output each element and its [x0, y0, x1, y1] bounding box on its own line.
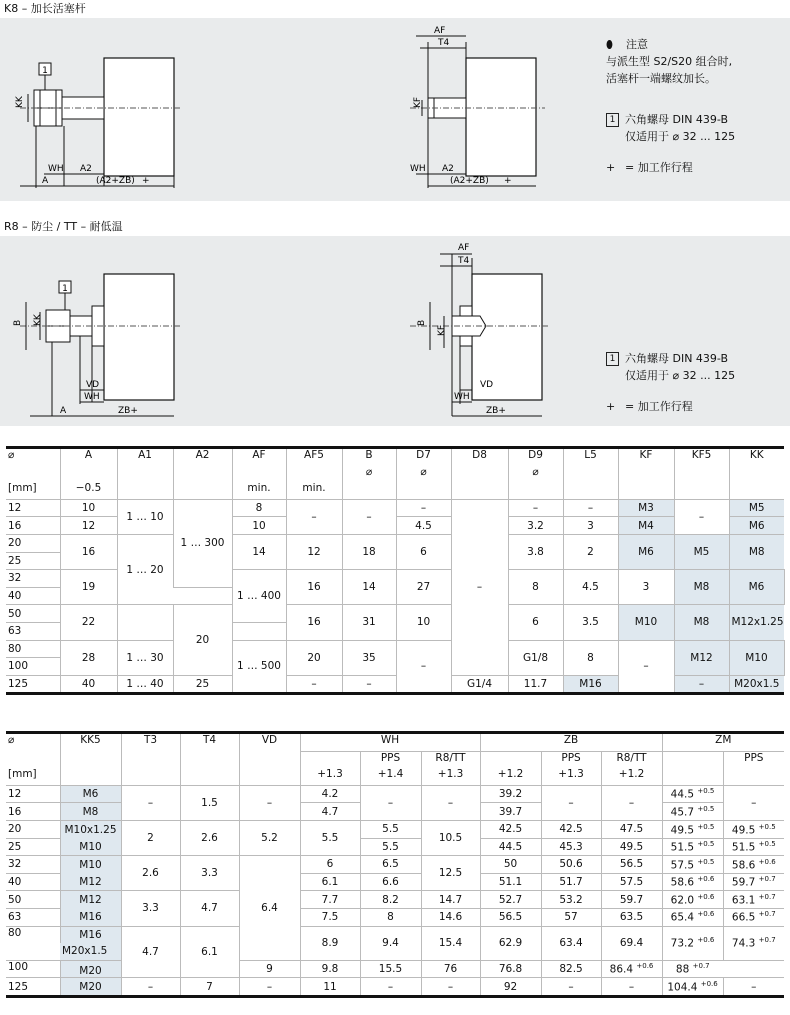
t1-b32: 27 [396, 570, 451, 605]
t2-wh12: 4.2 [300, 785, 360, 803]
k8-item1: 六角螺母 DIN 439-B [625, 113, 729, 126]
t1-l5-20: 2 [563, 534, 618, 569]
k8-panel [0, 18, 790, 201]
t2-t3-50: 3.3 [121, 891, 180, 926]
t2-kk5-63: M16 [60, 908, 121, 926]
t2-h-vd: VD [239, 733, 300, 752]
t2-zmp50: 63.1 $^{+0.7}$ [723, 891, 784, 909]
t1-h-dia: ⌀ [8, 449, 15, 461]
r8-r-b-label: B [417, 319, 427, 326]
t1-a1-80: 1 … 30 [117, 640, 173, 675]
t1-a12: 10 [60, 499, 117, 517]
t2-unit-wh: +1.3 [300, 768, 360, 785]
t2-d40: 40 [8, 876, 22, 889]
t2-t3-20: 2 [121, 820, 180, 855]
t2-zm80: 73.2 $^{+0.6}$ [662, 926, 723, 960]
t2-wh50: 7.7 [300, 891, 360, 909]
t2-zm125: 104.4 $^{+0.6}$ [662, 978, 723, 997]
t1-h-d8: D8 [451, 448, 508, 466]
t1-a32: 19 [60, 570, 117, 605]
k8-r-total-label: (A2+ZB) [450, 176, 489, 186]
t2-zbr50: 59.7 [601, 891, 662, 909]
t2-whr125: – [421, 978, 480, 997]
t1-d9-125: 11.7 [508, 675, 563, 694]
t1-d80: 80 [6, 640, 60, 658]
t2-unit-zb-pps: +1.3 [541, 768, 601, 785]
t1-a1-12: 1 … 10 [117, 499, 173, 534]
t2-whp80: 9.4 [360, 926, 421, 960]
t2-zm20: 49.5 $^{+0.5}$ [662, 820, 723, 838]
t2-t4-12: 1.5 [180, 785, 239, 820]
t2-zm12: 44.5 $^{+0.5}$ [662, 785, 723, 803]
t1-d9-16: 3.2 [508, 517, 563, 535]
t1-h-a1: A1 [117, 448, 173, 466]
r8-b-label: B [13, 319, 23, 326]
t2-t4-32: 3.3 [180, 856, 239, 891]
t2-t3-12: – [121, 785, 180, 820]
r8-panel [0, 236, 790, 426]
section-title-k8: K8 – 加长活塞杆 [4, 2, 86, 15]
t1-af5-12: – [286, 499, 342, 534]
t1-a80: 28 [60, 640, 117, 675]
t1-kf5-32: M6 [729, 570, 784, 605]
r8-left-drawing [0, 236, 300, 426]
t1-kf5-80: M10 [729, 640, 784, 675]
k8-plus-label: + [142, 176, 150, 186]
t2-d32: 32 [6, 856, 60, 874]
t1-a2-32: 1 … 400 [232, 570, 286, 623]
t1-kf5-20: M5 [674, 534, 729, 569]
r8-r-af-label: AF [458, 243, 470, 253]
t2-sub-zm-pps: PPS [723, 751, 784, 768]
t2-d100: 100 [6, 960, 60, 978]
t1-l5-16: 3 [563, 517, 618, 535]
t1-d7-16: 4.5 [396, 517, 451, 535]
t1-a50: 22 [60, 605, 117, 640]
t2-h-wh: WH [300, 733, 480, 752]
t1-kf32: M8 [674, 570, 729, 605]
t2-h-t3: T3 [121, 733, 180, 752]
t2-zb32: 50 [480, 856, 541, 874]
t2-zbr125: – [601, 978, 662, 997]
t1-kf20: M6 [618, 534, 674, 569]
k8-r-t4-label: T4 [438, 38, 450, 48]
k8-item-box: 1 [606, 113, 619, 127]
t1-d63: 63 [8, 625, 22, 638]
t2-whp25: 5.5 [360, 838, 421, 856]
t2-wh63: 7.5 [300, 908, 360, 926]
t2-zmp125: – [723, 978, 784, 997]
t2-sub-wh-r8: R8/TT [421, 751, 480, 768]
t1-af5-50: 16 [286, 605, 342, 640]
t1-h-a2: A2 [173, 448, 232, 466]
t2-whp20: 5.5 [360, 820, 421, 838]
t2-kk5-80a: M16 [60, 926, 121, 943]
t1-d8-12: – [451, 499, 508, 675]
t1-b80: 35 [342, 640, 396, 675]
t1-a125: 40 [60, 675, 117, 694]
t2-unit-wh-r8: +1.3 [421, 768, 480, 785]
t2-vd125: – [239, 978, 300, 997]
t2-zbr32: 56.5 [601, 856, 662, 874]
t2-unit-zb-r8: +1.2 [601, 768, 662, 785]
t2-vd12: – [239, 785, 300, 820]
t1-d32: 32 [6, 570, 60, 588]
t2-sub-zb-r8: R8/TT [601, 751, 662, 768]
t2-zbp12: – [541, 785, 601, 820]
k8-plus-sym: + [606, 161, 616, 174]
t2-h-dia: ⌀ [8, 734, 15, 746]
t2-zmp32: 58.6 $^{+0.6}$ [723, 856, 784, 874]
t2-zbp40: 51.7 [541, 873, 601, 891]
t2-t4-20: 2.6 [180, 820, 239, 855]
t2-unit-wh-pps: +1.4 [360, 768, 421, 785]
k8-note-line1: 与派生型 S2/S20 组合时, [606, 55, 733, 68]
t1-af125: 25 [173, 675, 232, 694]
t1-d9-50: 6 [508, 605, 563, 640]
t2-zb12: 39.2 [480, 785, 541, 803]
t2-unit-mm: [mm] [8, 768, 37, 781]
t2-whr100: 15.5 [360, 960, 421, 978]
r8-r-kf-label: KF [437, 324, 447, 336]
t1-d20: 20 [6, 534, 60, 552]
t1-d25: 25 [8, 554, 22, 567]
t1-unit-mm: [mm] [8, 482, 37, 495]
t1-b50: 31 [342, 605, 396, 640]
t2-zbr80: 69.4 [601, 926, 662, 960]
t2-zmp100: 88 $^{+0.7}$ [662, 960, 723, 978]
t2-whr50: 14.7 [421, 891, 480, 909]
t1-af5-32: 14 [342, 570, 396, 605]
t1-d16: 16 [8, 519, 22, 532]
t2-zm25: 51.5 $^{+0.5}$ [662, 838, 723, 856]
r8-item1: 六角螺母 DIN 439-B [625, 352, 729, 365]
r8-a-label: A [60, 406, 67, 416]
t2-wh40: 6.1 [300, 873, 360, 891]
t1-sub-d9: ⌀ [508, 466, 563, 483]
t2-d80: 80 [6, 926, 60, 960]
t1-h-a: A [60, 448, 117, 466]
t1-d50: 50 [6, 605, 60, 623]
t1-d9-32: 4.5 [563, 570, 618, 605]
t1-h-b: B [342, 448, 396, 466]
t2-whp40: 6.6 [360, 873, 421, 891]
t2-whp63: 8 [360, 908, 421, 926]
t1-d12: 12 [8, 502, 22, 515]
t1-unit-af5: min. [286, 482, 342, 499]
t2-vd20: 5.2 [239, 820, 300, 855]
t1-kf50: M10 [618, 605, 674, 640]
k8-a2-label: A2 [80, 164, 92, 174]
r8-kk-label: KK [33, 314, 43, 326]
t2-t4-50: 4.7 [180, 891, 239, 926]
t2-kk5-100: M20 [60, 960, 121, 978]
k8-item2: 仅适用于 ⌀ 32 ... 125 [625, 130, 736, 143]
t2-d63: 63 [8, 911, 22, 924]
t2-zbr100: 82.5 [541, 960, 601, 978]
k8-left-drawing [0, 18, 300, 201]
t2-zmp63: 66.5 $^{+0.7}$ [723, 908, 784, 926]
t1-af5-80: 20 [286, 640, 342, 675]
k8-total-label: (A2+ZB) [96, 176, 135, 186]
k8-callout-1: 1 [42, 66, 48, 76]
t2-unit-zb: +1.2 [480, 768, 541, 785]
t2-zbp63: 57 [541, 908, 601, 926]
t2-zbr25: 49.5 [601, 838, 662, 856]
r8-item2: 仅适用于 ⌀ 32 ... 125 [625, 369, 736, 382]
t1-kf5-125: – [674, 675, 729, 694]
t2-whr12: – [421, 785, 480, 820]
t1-kk50: M12x1.25 [729, 605, 784, 640]
t2-zbp80: 63.4 [541, 926, 601, 960]
t2-wh80: 8.9 [300, 926, 360, 960]
t2-zbp25: 45.3 [541, 838, 601, 856]
t2-zbr40: 57.5 [601, 873, 662, 891]
t1-h-af: AF [232, 448, 286, 466]
t1-af12: 8 [232, 499, 286, 517]
t1-d7-80: – [396, 640, 451, 694]
k8-notes [606, 36, 735, 176]
t2-zm32: 57.5 $^{+0.5}$ [662, 856, 723, 874]
t1-l5-80: – [618, 640, 674, 694]
r8-plus-text: = 加工作行程 [625, 400, 693, 413]
spec-table-2 [6, 731, 784, 998]
t1-b12: – [342, 499, 396, 534]
t1-l5-12: – [563, 499, 618, 517]
t2-zb63: 56.5 [480, 908, 541, 926]
t2-d50: 50 [6, 891, 60, 909]
t2-zm16: 45.7 $^{+0.5}$ [662, 803, 723, 821]
t1-a16: 12 [60, 517, 117, 535]
t1-l5-50: 3.5 [563, 605, 618, 640]
t1-h-l5: L5 [563, 448, 618, 466]
t2-sub-zb-pps: PPS [541, 751, 601, 768]
t2-zbp100: 76.8 [480, 960, 541, 978]
t1-kf5-12: – [674, 499, 729, 534]
t1-unit-a: −0.5 [60, 482, 117, 499]
t2-zm63: 65.4 $^{+0.6}$ [662, 908, 723, 926]
t1-a2-12: 1 … 300 [173, 499, 232, 587]
t1-a2-80: 1 … 500 [232, 640, 286, 694]
t1-af5-20: 12 [286, 534, 342, 569]
t2-zm50: 62.0 $^{+0.6}$ [662, 891, 723, 909]
t2-wh125: 11 [300, 978, 360, 997]
t2-h-zm: ZM [662, 733, 784, 752]
t1-d9-80: 8 [563, 640, 618, 675]
t2-d25: 25 [8, 840, 22, 853]
t2-t3-32: 2.6 [121, 856, 180, 891]
t2-whp125: – [360, 978, 421, 997]
t1-d7-50: 10 [396, 605, 451, 640]
r8-right-drawing [400, 236, 580, 426]
k8-r-a2-label: A2 [442, 164, 454, 174]
t2-d16: 16 [8, 805, 22, 818]
t2-kk5-50: M12 [60, 891, 121, 909]
t2-wh16: 4.7 [300, 803, 360, 821]
t2-zb100: 76 [421, 960, 480, 978]
t2-kk5-16: M8 [60, 803, 121, 821]
t1-af5-125: – [286, 675, 342, 694]
t2-kk5-125: M20 [60, 978, 121, 997]
t2-t4-125: 7 [180, 978, 239, 997]
t2-zb50: 52.7 [480, 891, 541, 909]
t2-zbp20: 42.5 [541, 820, 601, 838]
t1-d125: 125 [8, 678, 29, 691]
t2-whr80: 15.4 [421, 926, 480, 960]
t1-b125: – [342, 675, 396, 694]
t2-zb80: 62.9 [480, 926, 541, 960]
t2-zbr12: – [601, 785, 662, 820]
t1-kf125: M16 [563, 675, 618, 694]
section-title-r8: R8 – 防尘 / TT – 耐低温 [4, 220, 123, 233]
t2-wh20: 5.5 [300, 820, 360, 855]
k8-kk-label: KK [15, 96, 25, 108]
t2-whp12: – [360, 785, 421, 820]
t1-h-kf5: KF5 [674, 448, 729, 466]
t2-zbp32: 50.6 [541, 856, 601, 874]
k8-r-wh-label: WH [410, 164, 426, 174]
t1-b20: 18 [342, 534, 396, 569]
t2-whp32: 6.5 [360, 856, 421, 874]
t2-d12: 12 [8, 788, 22, 801]
r8-r-wh-label: WH [454, 392, 470, 402]
r8-vd-label: VD [86, 380, 100, 390]
t2-zb20: 42.5 [480, 820, 541, 838]
t2-d125: 125 [8, 980, 29, 993]
attention-label: 注意 [626, 38, 648, 51]
t2-kk5-40: M12 [60, 873, 121, 891]
k8-wh-label: WH [48, 164, 64, 174]
t1-h-kk: KK [729, 448, 784, 466]
t2-zmp80: 74.3 $^{+0.7}$ [723, 926, 784, 960]
t1-a1-50 [117, 605, 173, 640]
t1-kf5-50: M8 [674, 605, 729, 640]
t2-t3-125: – [121, 978, 180, 997]
t2-zb40: 51.1 [480, 873, 541, 891]
t2-kk5-25: M10 [60, 838, 121, 856]
t1-kf16: M4 [618, 517, 674, 535]
k8-note-line2: 活塞杆一端螺纹加长。 [606, 72, 716, 85]
t1-kk16: M6 [729, 517, 784, 535]
t1-d9-20: 3.8 [508, 534, 563, 569]
r8-r-vd-label: VD [480, 380, 494, 390]
t2-whr20: 10.5 [421, 820, 480, 855]
attention-icon: ⬮ [606, 38, 613, 51]
r8-r-t4-label: T4 [458, 256, 470, 266]
t1-l5-32: 3 [618, 570, 674, 605]
k8-plus-text: = 加工作行程 [625, 161, 693, 174]
t1-af32: 16 [286, 570, 342, 605]
t1-a20: 16 [60, 534, 117, 569]
t2-zbr20: 47.5 [601, 820, 662, 838]
t1-d7-32: 8 [508, 570, 563, 605]
k8-r-af-label: AF [434, 26, 446, 36]
t2-zb25: 44.5 [480, 838, 541, 856]
r8-item-box: 1 [606, 352, 619, 366]
t1-h-kf: KF [618, 448, 674, 466]
k8-r-plus-label: + [504, 176, 512, 186]
k8-r-kf-label: KF [413, 96, 423, 108]
t1-kf80: M12 [674, 640, 729, 675]
t2-whr63: 14.6 [421, 908, 480, 926]
r8-zb-label: ZB+ [118, 406, 138, 416]
t2-d20: 20 [6, 820, 60, 838]
t2-t4-80: 6.1 [180, 926, 239, 978]
t2-h-zb: ZB [480, 733, 662, 752]
k8-right-drawing [400, 18, 580, 201]
t1-d40: 40 [8, 590, 22, 603]
t2-h-t4: T4 [180, 733, 239, 752]
t1-d100: 100 [8, 660, 29, 673]
k8-a-label: A [42, 176, 49, 186]
r8-callout-1: 1 [62, 284, 68, 294]
spec-table-1 [6, 446, 784, 695]
t2-zmp40: 59.7 $^{+0.7}$ [723, 873, 784, 891]
t1-d8-125: G1/4 [451, 675, 508, 694]
t2-zb125: 92 [480, 978, 541, 997]
t2-zb16: 39.7 [480, 803, 541, 821]
t2-kk5-12: M6 [60, 785, 121, 803]
t1-h-d9: D9 [508, 448, 563, 466]
t1-kk125: M20x1.5 [729, 675, 784, 694]
t1-a1-125: 1 … 40 [117, 675, 173, 694]
t2-zmp20: 49.5 $^{+0.5}$ [723, 820, 784, 838]
t2-whp50: 8.2 [360, 891, 421, 909]
t2-zbp125: – [541, 978, 601, 997]
t1-unit-af: min. [232, 482, 286, 499]
t2-zm40: 58.6 $^{+0.6}$ [662, 873, 723, 891]
t1-d7-20: 6 [396, 534, 451, 569]
r8-r-zb-label: ZB+ [486, 406, 506, 416]
t2-wh32: 6 [300, 856, 360, 874]
t2-vd32: 6.4 [239, 856, 300, 961]
t2-whr32: 12.5 [421, 856, 480, 891]
r8-plus-sym: + [606, 400, 616, 413]
t1-kf12: M3 [618, 499, 674, 517]
t2-t3-80: 4.7 [121, 926, 180, 978]
t1-d9-12: – [508, 499, 563, 517]
t2-zmp25: 51.5 $^{+0.5}$ [723, 838, 784, 856]
t1-d8-80: G1/8 [508, 640, 563, 675]
t1-sub-b: ⌀ [342, 466, 396, 483]
t2-sub-wh-pps: PPS [360, 751, 421, 768]
t1-kk20: M8 [729, 534, 784, 569]
r8-wh-label: WH [84, 392, 100, 402]
t1-af20: 14 [232, 534, 286, 569]
t1-af50: 20 [173, 605, 232, 675]
t2-h-kk5: KK5 [60, 733, 121, 752]
t2-kk5-32: M10 [60, 856, 121, 874]
t2-whp100: 9.8 [300, 960, 360, 978]
t1-d7-12: – [396, 499, 451, 517]
t1-af16: 10 [232, 517, 286, 535]
t1-a1-20: 1 … 20 [117, 534, 173, 604]
t2-zmp12: – [723, 785, 784, 820]
t2-zbr63: 63.5 [601, 908, 662, 926]
t2-zbp50: 53.2 [541, 891, 601, 909]
t1-h-af5: AF5 [286, 448, 342, 466]
r8-notes [606, 350, 735, 415]
t1-kk12: M5 [729, 499, 784, 517]
t2-zm100: 86.4 $^{+0.6}$ [601, 960, 662, 978]
t2-kk5-20: M10x1.25 [60, 820, 121, 838]
t1-sub-d7: ⌀ [396, 466, 451, 483]
t1-h-d7: D7 [396, 448, 451, 466]
t2-wh100: 9 [239, 960, 300, 978]
t2-kk5-80b: M20x1.5 [60, 943, 121, 960]
